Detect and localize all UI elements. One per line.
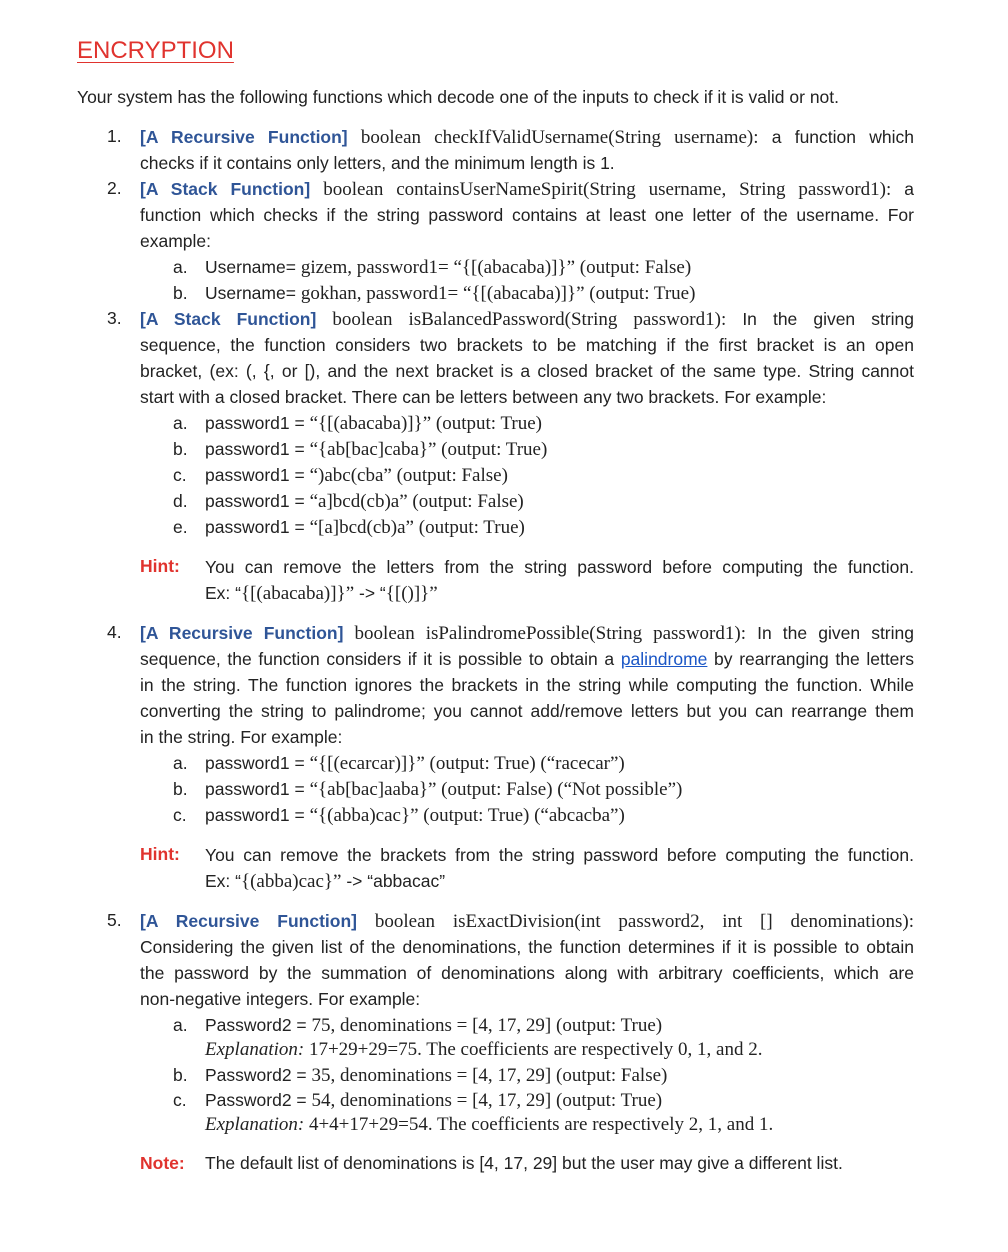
- example-text: password1 = “)abc(cba” (output: False): [205, 465, 508, 486]
- item-2-line-2: function which checks if the string password contains at least one letter of the username. For: [140, 205, 914, 225]
- example-label: a.: [173, 257, 188, 277]
- hint-text: [205, 842, 914, 895]
- example-text: password1 = “[a]bcd(cb)a” (output: True): [205, 517, 525, 538]
- function-signature: boolean checkIfValidUsername(String username):: [360, 127, 759, 148]
- item-tag: [A Stack Function]: [140, 179, 311, 199]
- item-description: a function which: [771, 127, 914, 147]
- function-signature: boolean containsUserNameSpirit(String username, String password1):: [323, 179, 892, 200]
- item-tag: [A Recursive Function]: [140, 911, 357, 931]
- example-text: Password2 = 75, denominations = [4, 17, 29] (output: True): [205, 1015, 663, 1036]
- item-3-line-3: bracket, (ex: (, {, or [), and the next bracket is a closed bracket of the same type. String cannot: [140, 361, 914, 381]
- example-text: Password2 = 35, denominations = [4, 17, 29] (output: False): [205, 1065, 668, 1086]
- hint-example: Ex: “{[(abacaba)]}” -> “{[()]}”: [205, 583, 438, 604]
- example-label: b.: [173, 439, 188, 459]
- intro-text: Your system has the following functions which decode one of the inputs to check if it is valid or not.: [77, 87, 840, 107]
- example-text: password1 = “{ab[bac]aaba}” (output: False) (“Not possible”): [205, 779, 683, 800]
- list-number: 4.: [107, 622, 122, 642]
- item-tag: [A Recursive Function]: [140, 623, 344, 643]
- function-signature: boolean isBalancedPassword(String password1):: [332, 309, 727, 330]
- example-label: a.: [173, 753, 188, 773]
- hint-label: Hint:: [140, 844, 180, 864]
- item-1-line-2: checks if it contains only letters, and the minimum length is 1.: [140, 153, 615, 173]
- item-5-line-3: the password by the summation of denominations along with arbitrary coefficients, which are: [140, 963, 914, 983]
- example-label: a.: [173, 413, 188, 433]
- list-number: 1.: [107, 126, 122, 146]
- hint-example: Ex: “{(abba)cac}” -> “abbacac”: [205, 871, 446, 892]
- hint-text: [205, 554, 914, 607]
- palindrome-link[interactable]: palindrome: [620, 649, 708, 669]
- list-number: 2.: [107, 178, 122, 198]
- item-4-line-2: sequence, the function considers if it is possible to obtain a palindrome by rearranging the letters: [140, 649, 914, 669]
- example-text: password1 = “a]bcd(cb)a” (output: False): [205, 491, 524, 512]
- example-label: d.: [173, 491, 188, 511]
- example-explanation: Explanation: 17+29+29=75. The coefficients are respectively 0, 1, and 2.: [205, 1039, 763, 1060]
- item-description: In the given string: [742, 309, 915, 329]
- example-explanation: Explanation: 4+4+17+29=54. The coefficients are respectively 2, 1, and 1.: [205, 1114, 774, 1135]
- item-2-line-1: [140, 176, 914, 203]
- example-text: Username= gizem, password1= “{[(abacaba)]}” (output: False): [205, 257, 692, 278]
- example-text: Password2 = 54, denominations = [4, 17, 29] (output: True): [205, 1090, 663, 1111]
- example-label: a.: [173, 1015, 188, 1035]
- example-text: password1 = “{[(ecarcar)]}” (output: True) (“racecar”): [205, 753, 625, 774]
- item-1-line-1: [140, 124, 914, 151]
- example-label: b.: [173, 779, 188, 799]
- list-number: 3.: [107, 308, 122, 328]
- item-5-line-2: Considering the given list of the denominations, the function determines if it is possible to obtain: [140, 937, 914, 957]
- item-2-line-3: example:: [140, 231, 212, 251]
- page-title: ENCRYPTION: [77, 37, 234, 64]
- example-label: c.: [173, 805, 187, 825]
- example-label: e.: [173, 517, 188, 537]
- item-4-line-5: in the string. For example:: [140, 727, 343, 747]
- item-4-line-3: in the string. The function ignores the brackets in the string while computing the function. While: [140, 675, 914, 695]
- item-4-line-4: converting the string to palindrome; you cannot add/remove letters but you can rearrange them: [140, 701, 914, 721]
- item-5-line-4: non-negative integers. For example:: [140, 989, 421, 1009]
- item-description: a: [904, 179, 915, 199]
- item-3-line-2: sequence, the function considers two brackets to be matching if the first bracket is an open: [140, 335, 914, 355]
- function-signature: boolean isPalindromePossible(String password1):: [354, 623, 746, 644]
- item-3-line-4: start with a closed bracket. There can be letters between any two brackets. For example:: [140, 387, 827, 407]
- hint-label: Hint:: [140, 556, 180, 576]
- example-label: b.: [173, 1065, 188, 1085]
- note-label: Note:: [140, 1153, 185, 1173]
- item-tag: [A Recursive Function]: [140, 127, 348, 147]
- item-description: In the given string: [757, 623, 914, 643]
- example-text: password1 = “{[(abacaba)]}” (output: True): [205, 413, 543, 434]
- function-signature: boolean isExactDivision(int password2, int [] denominations):: [374, 911, 914, 932]
- note-text: The default list of denominations is [4, 17, 29] but the user may give a different list.: [205, 1153, 843, 1173]
- item-4-line-1: [140, 620, 914, 647]
- hint-line: You can remove the brackets from the string password before computing the function.: [205, 845, 914, 865]
- item-5-line-1: [140, 908, 914, 935]
- example-text: Username= gokhan, password1= “{[(abacaba)]}” (output: True): [205, 283, 696, 304]
- example-label: b.: [173, 283, 188, 303]
- item-3-line-1: [140, 306, 914, 333]
- list-number: 5.: [107, 910, 122, 930]
- example-label: c.: [173, 1090, 187, 1110]
- example-text: password1 = “{ab[bac]caba}” (output: True): [205, 439, 548, 460]
- item-tag: [A Stack Function]: [140, 309, 317, 329]
- example-label: c.: [173, 465, 187, 485]
- example-text: password1 = “{(abba)cac}” (output: True) (“abcacba”): [205, 805, 625, 826]
- hint-line: You can remove the letters from the string password before computing the function.: [205, 557, 914, 577]
